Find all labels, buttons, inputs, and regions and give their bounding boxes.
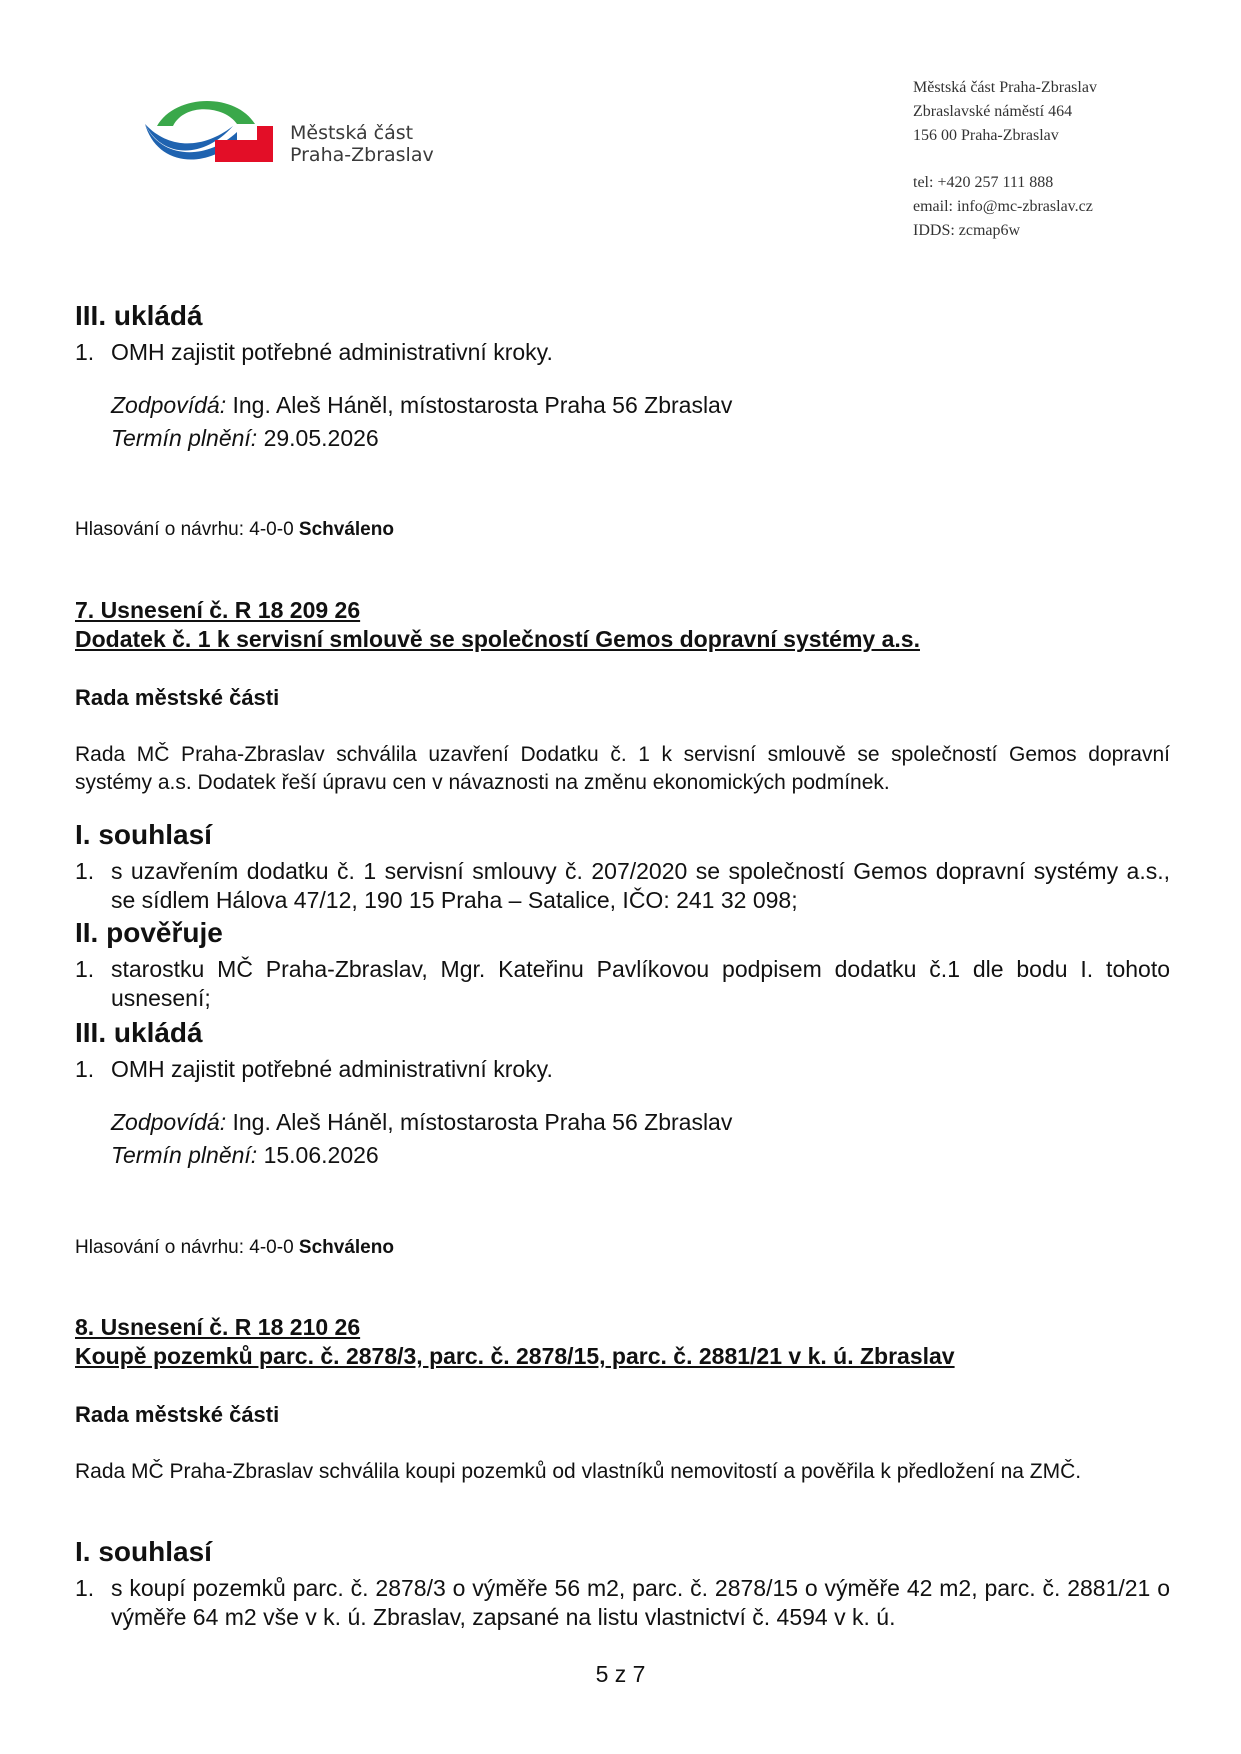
logo-line1: Městská část [290,122,414,144]
resolution-7-intro: Rada MČ Praha-Zbraslav schválila uzavření Dodatku č. 1 k servisní smlouvě se společností Gemos dopravní systémy a.s. Dodatek řeší úpravu cen v návaznosti na změnu ekonomických podmínek. [75,743,1170,794]
responsible-line [111,391,732,420]
resolution-7-number: 7. Usnesení č. R 18 209 26 [75,597,361,623]
address-line: Městská část Praha-Zbraslav [913,79,1097,96]
contact-phone: tel: +420 257 111 888 [913,174,1054,191]
section-title-uklada: III. ukládá [75,300,203,331]
council-subhead: Rada městské části [75,685,280,710]
item-text: OMH zajistit potřebné administrativní kroky. [111,1056,553,1082]
item-number: 1. [75,956,95,982]
list-item [75,955,1170,1013]
responsible-line [111,1108,732,1137]
list-item [75,1055,1170,1084]
vote-result: Schváleno [298,519,394,540]
vote-label: Hlasování o návrhu [75,1237,239,1258]
list-item [75,338,1170,367]
item-number: 1. [75,858,95,884]
item-text: starostku MČ Praha-Zbraslav, Mgr. Kateřinu Pavlíkovou podpisem dodatku č.1 dle bodu I. tohoto usnesení; [111,956,1170,1011]
resolution-8-title: Koupě pozemků parc. č. 2878/3, parc. č. 2878/15, parc. č. 2881/21 v k. ú. Zbraslav [75,1343,955,1369]
page-number: 5 z 7 [595,1661,646,1687]
address-block [913,76,1097,243]
vote-line [75,1236,394,1260]
vote-result: Schváleno [298,1237,394,1258]
vote-colon: : [238,519,244,540]
vote-label: Hlasování o návrhu [75,519,239,540]
vote-line [75,518,394,542]
deadline-label: Termín plnění: [111,1142,258,1168]
contact-idds: IDDS: zcmap6w [913,222,1021,239]
deadline-line [111,1141,379,1170]
vote-colon: : [238,1237,244,1258]
contact-email: email: info@mc-zbraslav.cz [913,198,1093,215]
item-text: s koupí pozemků parc. č. 2878/3 o výměře 56 m2, parc. č. 2878/15 o výměře 42 m2, parc. č. 2881/21 o výměře 64 m2 vše v k. ú. Zbraslav, zapsané na listu vlastnictví č. 4594 v k. ú. [111,1575,1170,1630]
responsible-label: Zodpovídá: [111,392,227,418]
section-title-poveruje: II. pověřuje [75,917,223,948]
deadline-value: 15.06.2026 [257,1142,379,1168]
resolution-8-number: 8. Usnesení č. R 18 210 26 [75,1314,361,1340]
vote-value: 4-0-0 [244,519,299,540]
list-item [75,1574,1170,1632]
address-line: Zbraslavské náměstí 464 [913,103,1073,120]
list-item [75,857,1170,915]
deadline-label: Termín plnění: [111,425,258,451]
resolution-8-intro: Rada MČ Praha-Zbraslav schválila koupi pozemků od vlastníků nemovitostí a pověřila k předložení na ZMČ. [75,1460,1082,1483]
vote-value: 4-0-0 [244,1237,299,1258]
item-text: s uzavřením dodatku č. 1 servisní smlouvy č. 207/2020 se společností Gemos dopravní systémy a.s., se sídlem Hálova 47/12, 190 15 Praha – Satalice, IČO: 241 32 098; [111,858,1170,913]
resolution-7-title: Dodatek č. 1 k servisní smlouvě se společností Gemos dopravní systémy a.s. [75,626,920,652]
item-number: 1. [75,1056,95,1082]
responsible-value: Ing. Aleš Háněl, místostarosta Praha 56 Zbraslav [226,1109,733,1135]
deadline-value: 29.05.2026 [257,425,379,451]
address-line: 156 00 Praha-Zbraslav [913,127,1059,144]
council-subhead: Rada městské části [75,1402,280,1427]
deadline-line [111,424,379,453]
section-title-souhlasi: I. souhlasí [75,1536,212,1567]
section-title-uklada: III. ukládá [75,1017,203,1048]
item-number: 1. [75,339,95,365]
item-number: 1. [75,1575,95,1601]
logo-line2: Praha-Zbraslav [290,144,434,166]
responsible-label: Zodpovídá: [111,1109,227,1135]
item-text: OMH zajistit potřebné administrativní kroky. [111,339,553,365]
logo-text [290,122,434,166]
responsible-value: Ing. Aleš Háněl, místostarosta Praha 56 Zbraslav [226,392,733,418]
section-title-souhlasi: I. souhlasí [75,819,212,850]
